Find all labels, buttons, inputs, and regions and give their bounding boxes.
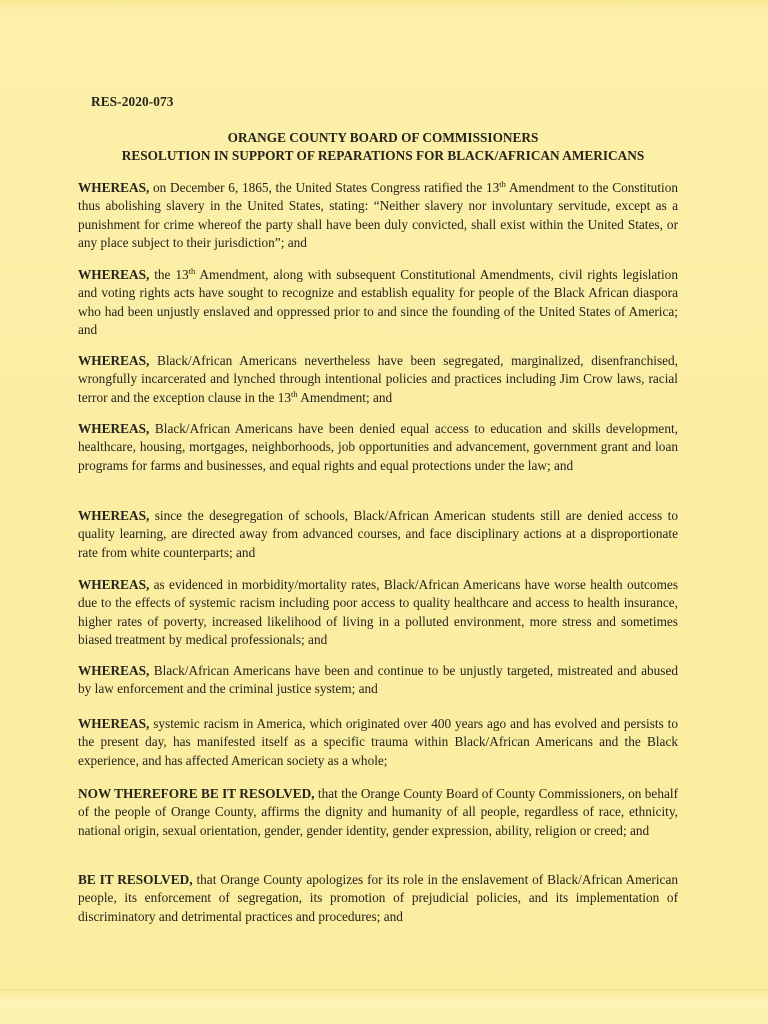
whereas-paragraph-2 [78,266,678,340]
paragraph-lead: WHEREAS, [78,577,150,592]
paragraph-lead: WHEREAS, [78,267,150,282]
whereas-paragraph-4 [78,420,678,475]
paragraph-lead: WHEREAS, [78,421,150,436]
paragraph-text: on December 6, 1865, the United States Congress ratified the 13 [149,180,500,195]
paragraph-text: Black/African Americans nevertheless have been segregated, marginalized, disenfranchised, wrongfully incarcerated and lynched through intentional policies and practices including Jim Crow laws, racial terror and the exception clause in the 13 [78,353,678,405]
paragraph-lead: WHEREAS, [78,716,150,731]
paragraph-text: Black/African Americans have been and continue to be unjustly targeted, mistreated and abused by law enforcement and the criminal justice system; and [78,663,678,697]
resolved-paragraph-2 [78,871,678,926]
whereas-paragraph-8 [78,715,678,770]
resolution-title: RESOLUTION IN SUPPORT OF REPARATIONS FOR BLACK/AFRICAN AMERICANS [121,148,645,163]
resolution-number: RES-2020-073 [91,94,174,109]
ordinal-suffix: th [499,179,506,189]
paragraph-lead: BE IT RESOLVED, [78,872,193,887]
paragraph-text: that the Orange County Board of County Commissioners, on behalf of the people of Orange County, affirms the dignity and humanity of all people, regardless of race, ethnicity, national origin, sexual orientation, gender, gender identity, gender expression, ability, religion or creed; and [78,786,678,838]
board-title: ORANGE COUNTY BOARD OF COMMISSIONERS [227,130,539,145]
paragraph-text: as evidenced in morbidity/mortality rates, Black/African Americans have worse health outcomes due to the effects of systemic racism including poor access to quality healthcare and access to health insurance, higher rates of poverty, increased likelihood of living in a polluted environment, more stress and sometimes biased treatment by medical professionals; and [78,577,678,648]
whereas-paragraph-3 [78,352,678,407]
paragraph-text: that Orange County apologizes for its role in the enslavement of Black/African American people, its enforcement of segregation, its promotion of prejudicial policies, and its implementation of discriminatory and detrimental practices and procedures; and [78,872,678,924]
resolved-paragraph-1 [78,785,678,840]
paragraph-text: Amendment, along with subsequent Constitutional Amendments, civil rights legislation and voting rights acts have sought to recognize and establish equality for people of the Black African diaspora who had been unjustly enslaved and oppressed prior to and since the founding of the United States of America; and [78,267,678,338]
paragraph-lead: WHEREAS, [78,508,150,523]
paragraph-lead: WHEREAS, [78,663,150,678]
paragraph-text: Black/African Americans have been denied equal access to education and skills development, healthcare, housing, mortgages, neighborhoods, job opportunities and advancement, government grant and loan programs for farms and businesses, and equal rights and equal protections under the law; and [78,421,678,473]
paragraph-lead: WHEREAS, [78,353,150,368]
whereas-paragraph-6 [78,576,678,650]
paragraph-lead: NOW THEREFORE BE IT RESOLVED, [78,786,315,801]
ordinal-suffix: th [188,266,196,276]
paragraph-lead: WHEREAS, [78,180,150,195]
ordinal-suffix: th [291,388,298,399]
paragraph-text: the 13 [149,267,189,282]
paragraph-text: Amendment to the Constitution thus abolishing slavery in the United States, stating: “Neither slavery nor involuntary servitude, except as a punishment for crime whereof the party shall have been duly convicted, shall exist within the United States, or any place subject to their jurisdiction”; and [78,180,679,251]
whereas-paragraph-1 [78,179,678,253]
whereas-paragraph-5 [78,507,678,562]
whereas-paragraph-7 [78,662,678,699]
paragraph-text: since the desegregation of schools, Black/African American students still are denied access to quality learning, are directed away from advanced courses, and face disciplinary actions at a disproportionate rate from white counterparts; and [78,508,678,560]
paragraph-text: systemic racism in America, which originated over 400 years ago and has evolved and persists to the present day, has manifested itself as a specific trauma within Black/African Americans and the Black experience, and has affected American society as a whole; [78,716,678,768]
paragraph-text: Amendment; and [297,389,393,405]
